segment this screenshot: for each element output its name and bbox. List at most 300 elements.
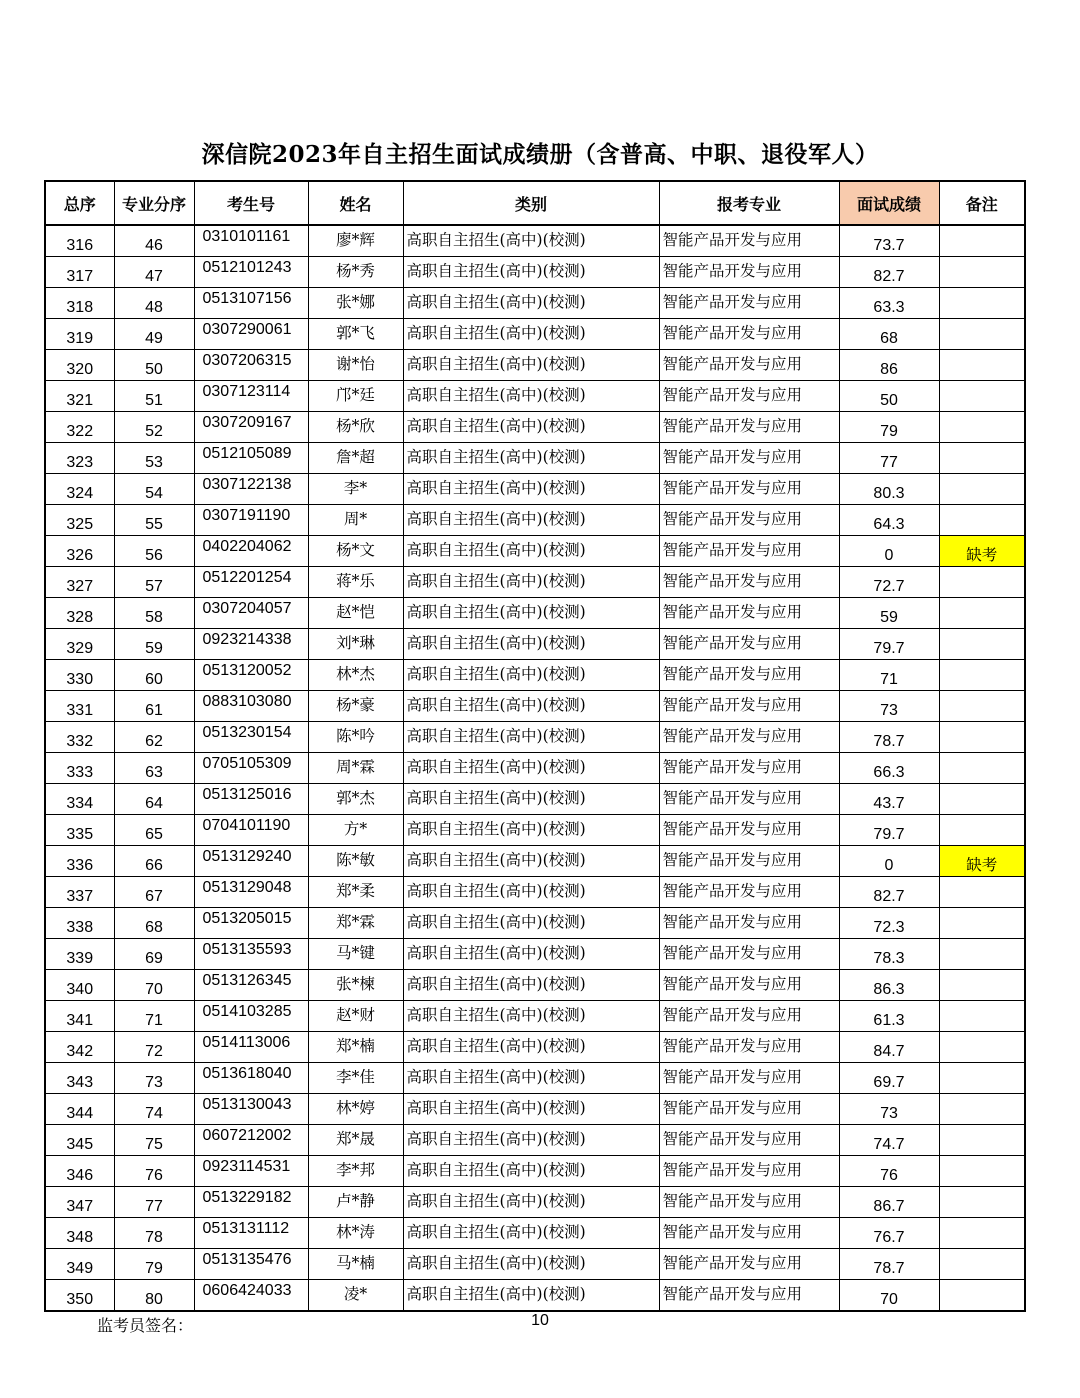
- cell-category: 高职自主招生(高中)(校测): [403, 1125, 659, 1156]
- cell-score: 72.7: [839, 567, 939, 598]
- cell-total-seq: 329: [45, 629, 114, 660]
- cell-category: 高职自主招生(高中)(校测): [403, 288, 659, 319]
- table-row: [45, 1094, 1025, 1125]
- cell-score: 84.7: [839, 1032, 939, 1063]
- cell-major-seq: 50: [114, 350, 194, 381]
- cell-major-seq: 59: [114, 629, 194, 660]
- cell-total-seq: 323: [45, 443, 114, 474]
- cell-total-seq: 339: [45, 939, 114, 970]
- cell-name: 蒋*乐: [308, 567, 403, 598]
- cell-exam-id: 0514113006: [194, 1032, 308, 1063]
- cell-name: 张*娜: [308, 288, 403, 319]
- cell-major-seq: 76: [114, 1156, 194, 1187]
- table-row: [45, 1032, 1025, 1063]
- cell-major: 智能产品开发与应用: [659, 1156, 839, 1187]
- cell-remarks: [939, 505, 1025, 536]
- cell-name: 赵*财: [308, 1001, 403, 1032]
- table-row: [45, 567, 1025, 598]
- cell-name: 郑*柔: [308, 877, 403, 908]
- cell-category: 高职自主招生(高中)(校测): [403, 691, 659, 722]
- cell-major: 智能产品开发与应用: [659, 691, 839, 722]
- cell-major: 智能产品开发与应用: [659, 784, 839, 815]
- cell-remarks: [939, 1032, 1025, 1063]
- table-row: [45, 1187, 1025, 1218]
- table-row: [45, 225, 1025, 257]
- cell-major-seq: 67: [114, 877, 194, 908]
- table-row: [45, 257, 1025, 288]
- cell-total-seq: 325: [45, 505, 114, 536]
- cell-category: 高职自主招生(高中)(校测): [403, 381, 659, 412]
- cell-score: 86: [839, 350, 939, 381]
- cell-major: 智能产品开发与应用: [659, 257, 839, 288]
- cell-remarks: [939, 1156, 1025, 1187]
- cell-total-seq: 344: [45, 1094, 114, 1125]
- table-row: [45, 784, 1025, 815]
- table-row: [45, 505, 1025, 536]
- cell-name: 卢*静: [308, 1187, 403, 1218]
- cell-major: 智能产品开发与应用: [659, 412, 839, 443]
- cell-exam-id: 0513131112: [194, 1218, 308, 1249]
- cell-remarks: [939, 784, 1025, 815]
- table-row: [45, 412, 1025, 443]
- header-total-seq: 总序: [45, 181, 114, 225]
- cell-remarks: [939, 1249, 1025, 1280]
- cell-total-seq: 320: [45, 350, 114, 381]
- cell-score: 79.7: [839, 629, 939, 660]
- table-row: [45, 1001, 1025, 1032]
- cell-remarks: [939, 443, 1025, 474]
- cell-exam-id: 0607212002: [194, 1125, 308, 1156]
- cell-name: 林*婷: [308, 1094, 403, 1125]
- cell-exam-id: 0514103285: [194, 1001, 308, 1032]
- cell-remarks: [939, 319, 1025, 350]
- cell-name: 张*楝: [308, 970, 403, 1001]
- table-row: [45, 1125, 1025, 1156]
- cell-category: 高职自主招生(高中)(校测): [403, 970, 659, 1001]
- cell-major: 智能产品开发与应用: [659, 722, 839, 753]
- cell-remarks: [939, 1001, 1025, 1032]
- cell-remarks: [939, 350, 1025, 381]
- cell-total-seq: 343: [45, 1063, 114, 1094]
- table-row: [45, 536, 1025, 567]
- cell-category: 高职自主招生(高中)(校测): [403, 1063, 659, 1094]
- cell-total-seq: 333: [45, 753, 114, 784]
- cell-major: 智能产品开发与应用: [659, 319, 839, 350]
- cell-score: 82.7: [839, 877, 939, 908]
- cell-name: 郭*杰: [308, 784, 403, 815]
- cell-category: 高职自主招生(高中)(校测): [403, 505, 659, 536]
- header-score: 面试成绩: [839, 181, 939, 225]
- cell-major: 智能产品开发与应用: [659, 1001, 839, 1032]
- cell-remarks: [939, 939, 1025, 970]
- cell-name: 林*杰: [308, 660, 403, 691]
- cell-total-seq: 348: [45, 1218, 114, 1249]
- cell-category: 高职自主招生(高中)(校测): [403, 1280, 659, 1312]
- cell-exam-id: 0512105089: [194, 443, 308, 474]
- cell-major-seq: 51: [114, 381, 194, 412]
- table-row: [45, 1249, 1025, 1280]
- cell-exam-id: 0513129048: [194, 877, 308, 908]
- cell-total-seq: 346: [45, 1156, 114, 1187]
- cell-category: 高职自主招生(高中)(校测): [403, 412, 659, 443]
- cell-total-seq: 316: [45, 225, 114, 257]
- cell-name: 杨*豪: [308, 691, 403, 722]
- cell-total-seq: 317: [45, 257, 114, 288]
- cell-major-seq: 57: [114, 567, 194, 598]
- cell-major-seq: 73: [114, 1063, 194, 1094]
- cell-remarks: 缺考: [939, 846, 1025, 877]
- cell-major-seq: 69: [114, 939, 194, 970]
- cell-remarks: [939, 1187, 1025, 1218]
- cell-score: 70: [839, 1280, 939, 1312]
- cell-category: 高职自主招生(高中)(校测): [403, 350, 659, 381]
- table-row: [45, 877, 1025, 908]
- cell-category: 高职自主招生(高中)(校测): [403, 908, 659, 939]
- cell-major: 智能产品开发与应用: [659, 1218, 839, 1249]
- cell-name: 陈*吟: [308, 722, 403, 753]
- cell-exam-id: 0307122138: [194, 474, 308, 505]
- cell-exam-id: 0512201254: [194, 567, 308, 598]
- cell-category: 高职自主招生(高中)(校测): [403, 474, 659, 505]
- cell-score: 43.7: [839, 784, 939, 815]
- cell-exam-id: 0307209167: [194, 412, 308, 443]
- cell-score: 86.7: [839, 1187, 939, 1218]
- cell-name: 赵*恺: [308, 598, 403, 629]
- cell-major: 智能产品开发与应用: [659, 1280, 839, 1312]
- cell-category: 高职自主招生(高中)(校测): [403, 1187, 659, 1218]
- cell-remarks: [939, 1094, 1025, 1125]
- cell-total-seq: 341: [45, 1001, 114, 1032]
- cell-major: 智能产品开发与应用: [659, 877, 839, 908]
- cell-score: 73: [839, 691, 939, 722]
- cell-total-seq: 319: [45, 319, 114, 350]
- cell-category: 高职自主招生(高中)(校测): [403, 784, 659, 815]
- cell-major-seq: 65: [114, 815, 194, 846]
- cell-exam-id: 0923114531: [194, 1156, 308, 1187]
- cell-name: 刘*琳: [308, 629, 403, 660]
- cell-score: 78.7: [839, 722, 939, 753]
- cell-score: 74.7: [839, 1125, 939, 1156]
- header-category: 类别: [403, 181, 659, 225]
- cell-name: 杨*欣: [308, 412, 403, 443]
- cell-major: 智能产品开发与应用: [659, 1249, 839, 1280]
- cell-score: 72.3: [839, 908, 939, 939]
- cell-remarks: [939, 598, 1025, 629]
- cell-category: 高职自主招生(高中)(校测): [403, 1001, 659, 1032]
- cell-remarks: [939, 381, 1025, 412]
- cell-name: 李*: [308, 474, 403, 505]
- cell-name: 杨*秀: [308, 257, 403, 288]
- cell-name: 郑*楠: [308, 1032, 403, 1063]
- cell-category: 高职自主招生(高中)(校测): [403, 567, 659, 598]
- cell-major-seq: 62: [114, 722, 194, 753]
- cell-category: 高职自主招生(高中)(校测): [403, 1218, 659, 1249]
- cell-total-seq: 342: [45, 1032, 114, 1063]
- table-row: [45, 722, 1025, 753]
- cell-exam-id: 0704101190: [194, 815, 308, 846]
- cell-name: 杨*文: [308, 536, 403, 567]
- cell-exam-id: 0307206315: [194, 350, 308, 381]
- cell-major-seq: 78: [114, 1218, 194, 1249]
- cell-major: 智能产品开发与应用: [659, 1032, 839, 1063]
- cell-exam-id: 0307123114: [194, 381, 308, 412]
- cell-exam-id: 0513126345: [194, 970, 308, 1001]
- cell-exam-id: 0513229182: [194, 1187, 308, 1218]
- cell-remarks: [939, 722, 1025, 753]
- cell-major: 智能产品开发与应用: [659, 1063, 839, 1094]
- cell-total-seq: 345: [45, 1125, 114, 1156]
- cell-name: 马*楠: [308, 1249, 403, 1280]
- cell-major-seq: 71: [114, 1001, 194, 1032]
- table-row: [45, 1156, 1025, 1187]
- cell-category: 高职自主招生(高中)(校测): [403, 660, 659, 691]
- cell-name: 李*邦: [308, 1156, 403, 1187]
- cell-score: 61.3: [839, 1001, 939, 1032]
- cell-score: 79.7: [839, 815, 939, 846]
- cell-total-seq: 330: [45, 660, 114, 691]
- cell-major: 智能产品开发与应用: [659, 536, 839, 567]
- cell-major: 智能产品开发与应用: [659, 381, 839, 412]
- cell-major-seq: 66: [114, 846, 194, 877]
- cell-major-seq: 74: [114, 1094, 194, 1125]
- cell-major: 智能产品开发与应用: [659, 350, 839, 381]
- cell-major-seq: 60: [114, 660, 194, 691]
- cell-remarks: [939, 1218, 1025, 1249]
- cell-total-seq: 322: [45, 412, 114, 443]
- cell-score: 77: [839, 443, 939, 474]
- cell-total-seq: 335: [45, 815, 114, 846]
- cell-exam-id: 0705105309: [194, 753, 308, 784]
- table-row: [45, 660, 1025, 691]
- cell-name: 廖*辉: [308, 225, 403, 257]
- cell-exam-id: 0307290061: [194, 319, 308, 350]
- cell-exam-id: 0513618040: [194, 1063, 308, 1094]
- score-table: [44, 180, 1026, 1312]
- cell-major: 智能产品开发与应用: [659, 288, 839, 319]
- cell-remarks: [939, 412, 1025, 443]
- cell-major-seq: 46: [114, 225, 194, 257]
- cell-score: 0: [839, 846, 939, 877]
- cell-total-seq: 338: [45, 908, 114, 939]
- table-row: [45, 381, 1025, 412]
- cell-category: 高职自主招生(高中)(校测): [403, 257, 659, 288]
- header-name: 姓名: [308, 181, 403, 225]
- cell-major: 智能产品开发与应用: [659, 225, 839, 257]
- cell-exam-id: 0513205015: [194, 908, 308, 939]
- table-row: [45, 846, 1025, 877]
- cell-category: 高职自主招生(高中)(校测): [403, 319, 659, 350]
- cell-remarks: [939, 815, 1025, 846]
- cell-major-seq: 56: [114, 536, 194, 567]
- cell-score: 66.3: [839, 753, 939, 784]
- cell-exam-id: 0513230154: [194, 722, 308, 753]
- cell-score: 73: [839, 1094, 939, 1125]
- cell-name: 詹*超: [308, 443, 403, 474]
- cell-major-seq: 54: [114, 474, 194, 505]
- cell-exam-id: 0513135476: [194, 1249, 308, 1280]
- cell-score: 82.7: [839, 257, 939, 288]
- cell-category: 高职自主招生(高中)(校测): [403, 815, 659, 846]
- cell-remarks: [939, 257, 1025, 288]
- cell-major: 智能产品开发与应用: [659, 505, 839, 536]
- cell-exam-id: 0513135593: [194, 939, 308, 970]
- table-row: [45, 319, 1025, 350]
- cell-name: 凌*: [308, 1280, 403, 1312]
- cell-score: 68: [839, 319, 939, 350]
- cell-major-seq: 61: [114, 691, 194, 722]
- cell-score: 86.3: [839, 970, 939, 1001]
- cell-category: 高职自主招生(高中)(校测): [403, 629, 659, 660]
- cell-major-seq: 77: [114, 1187, 194, 1218]
- page-title: 深信院2023年自主招生面试成绩册（含普高、中职、退役军人）: [201, 141, 879, 168]
- cell-major: 智能产品开发与应用: [659, 660, 839, 691]
- cell-exam-id: 0923214338: [194, 629, 308, 660]
- cell-exam-id: 0606424033: [194, 1280, 308, 1312]
- cell-category: 高职自主招生(高中)(校测): [403, 846, 659, 877]
- proctor-signature-label: 监考员签名：: [97, 1316, 194, 1335]
- cell-total-seq: 332: [45, 722, 114, 753]
- cell-category: 高职自主招生(高中)(校测): [403, 443, 659, 474]
- cell-category: 高职自主招生(高中)(校测): [403, 536, 659, 567]
- cell-remarks: [939, 660, 1025, 691]
- cell-name: 陈*敏: [308, 846, 403, 877]
- cell-major-seq: 49: [114, 319, 194, 350]
- cell-major: 智能产品开发与应用: [659, 474, 839, 505]
- cell-major: 智能产品开发与应用: [659, 629, 839, 660]
- cell-exam-id: 0512101243: [194, 257, 308, 288]
- cell-major-seq: 68: [114, 908, 194, 939]
- cell-major: 智能产品开发与应用: [659, 908, 839, 939]
- cell-total-seq: 349: [45, 1249, 114, 1280]
- cell-score: 71: [839, 660, 939, 691]
- cell-category: 高职自主招生(高中)(校测): [403, 1094, 659, 1125]
- cell-exam-id: 0402204062: [194, 536, 308, 567]
- cell-category: 高职自主招生(高中)(校测): [403, 939, 659, 970]
- cell-major-seq: 63: [114, 753, 194, 784]
- cell-total-seq: 328: [45, 598, 114, 629]
- cell-exam-id: 0307191190: [194, 505, 308, 536]
- cell-total-seq: 334: [45, 784, 114, 815]
- cell-name: 方*: [308, 815, 403, 846]
- cell-total-seq: 326: [45, 536, 114, 567]
- cell-major-seq: 52: [114, 412, 194, 443]
- cell-exam-id: 0307204057: [194, 598, 308, 629]
- cell-major: 智能产品开发与应用: [659, 815, 839, 846]
- cell-score: 73.7: [839, 225, 939, 257]
- page-number: 10: [531, 1312, 549, 1329]
- cell-score: 78.3: [839, 939, 939, 970]
- table-row: [45, 598, 1025, 629]
- table-header-row: [45, 181, 1025, 225]
- header-exam-id: 考生号: [194, 181, 308, 225]
- table-row: [45, 908, 1025, 939]
- cell-category: 高职自主招生(高中)(校测): [403, 753, 659, 784]
- cell-exam-id: 0883103080: [194, 691, 308, 722]
- cell-total-seq: 337: [45, 877, 114, 908]
- cell-score: 64.3: [839, 505, 939, 536]
- cell-major-seq: 53: [114, 443, 194, 474]
- cell-name: 马*键: [308, 939, 403, 970]
- cell-remarks: [939, 225, 1025, 257]
- cell-major: 智能产品开发与应用: [659, 1094, 839, 1125]
- cell-remarks: [939, 1280, 1025, 1312]
- cell-category: 高职自主招生(高中)(校测): [403, 598, 659, 629]
- header-major: 报考专业: [659, 181, 839, 225]
- cell-exam-id: 0513129240: [194, 846, 308, 877]
- cell-score: 69.7: [839, 1063, 939, 1094]
- cell-total-seq: 331: [45, 691, 114, 722]
- cell-score: 59: [839, 598, 939, 629]
- cell-score: 80.3: [839, 474, 939, 505]
- cell-name: 邝*廷: [308, 381, 403, 412]
- cell-remarks: [939, 288, 1025, 319]
- cell-name: 郭*飞: [308, 319, 403, 350]
- table-row: [45, 629, 1025, 660]
- table-row: [45, 474, 1025, 505]
- table-row: [45, 350, 1025, 381]
- cell-total-seq: 327: [45, 567, 114, 598]
- cell-remarks: [939, 908, 1025, 939]
- cell-major: 智能产品开发与应用: [659, 1187, 839, 1218]
- cell-score: 0: [839, 536, 939, 567]
- cell-remarks: 缺考: [939, 536, 1025, 567]
- cell-name: 林*涛: [308, 1218, 403, 1249]
- table-row: [45, 1218, 1025, 1249]
- cell-major-seq: 80: [114, 1280, 194, 1312]
- cell-score: 50: [839, 381, 939, 412]
- cell-category: 高职自主招生(高中)(校测): [403, 1249, 659, 1280]
- cell-remarks: [939, 1063, 1025, 1094]
- table-body: [45, 225, 1025, 1311]
- cell-total-seq: 347: [45, 1187, 114, 1218]
- cell-major: 智能产品开发与应用: [659, 598, 839, 629]
- cell-score: 76: [839, 1156, 939, 1187]
- cell-name: 周*: [308, 505, 403, 536]
- cell-remarks: [939, 567, 1025, 598]
- cell-major: 智能产品开发与应用: [659, 1125, 839, 1156]
- cell-category: 高职自主招生(高中)(校测): [403, 1156, 659, 1187]
- table-row: [45, 443, 1025, 474]
- cell-exam-id: 0513107156: [194, 288, 308, 319]
- cell-major: 智能产品开发与应用: [659, 753, 839, 784]
- cell-major-seq: 79: [114, 1249, 194, 1280]
- cell-category: 高职自主招生(高中)(校测): [403, 722, 659, 753]
- table-row: [45, 1280, 1025, 1312]
- cell-total-seq: 324: [45, 474, 114, 505]
- table-row: [45, 1063, 1025, 1094]
- cell-major-seq: 64: [114, 784, 194, 815]
- table-row: [45, 753, 1025, 784]
- cell-remarks: [939, 970, 1025, 1001]
- cell-score: 63.3: [839, 288, 939, 319]
- table-row: [45, 970, 1025, 1001]
- table-row: [45, 288, 1025, 319]
- cell-major: 智能产品开发与应用: [659, 970, 839, 1001]
- cell-exam-id: 0310101161: [194, 225, 308, 257]
- cell-score: 76.7: [839, 1218, 939, 1249]
- table-row: [45, 939, 1025, 970]
- cell-exam-id: 0513130043: [194, 1094, 308, 1125]
- cell-major: 智能产品开发与应用: [659, 567, 839, 598]
- cell-name: 李*佳: [308, 1063, 403, 1094]
- cell-major-seq: 48: [114, 288, 194, 319]
- cell-remarks: [939, 474, 1025, 505]
- cell-major-seq: 70: [114, 970, 194, 1001]
- cell-score: 79: [839, 412, 939, 443]
- cell-major-seq: 75: [114, 1125, 194, 1156]
- cell-remarks: [939, 753, 1025, 784]
- cell-category: 高职自主招生(高中)(校测): [403, 877, 659, 908]
